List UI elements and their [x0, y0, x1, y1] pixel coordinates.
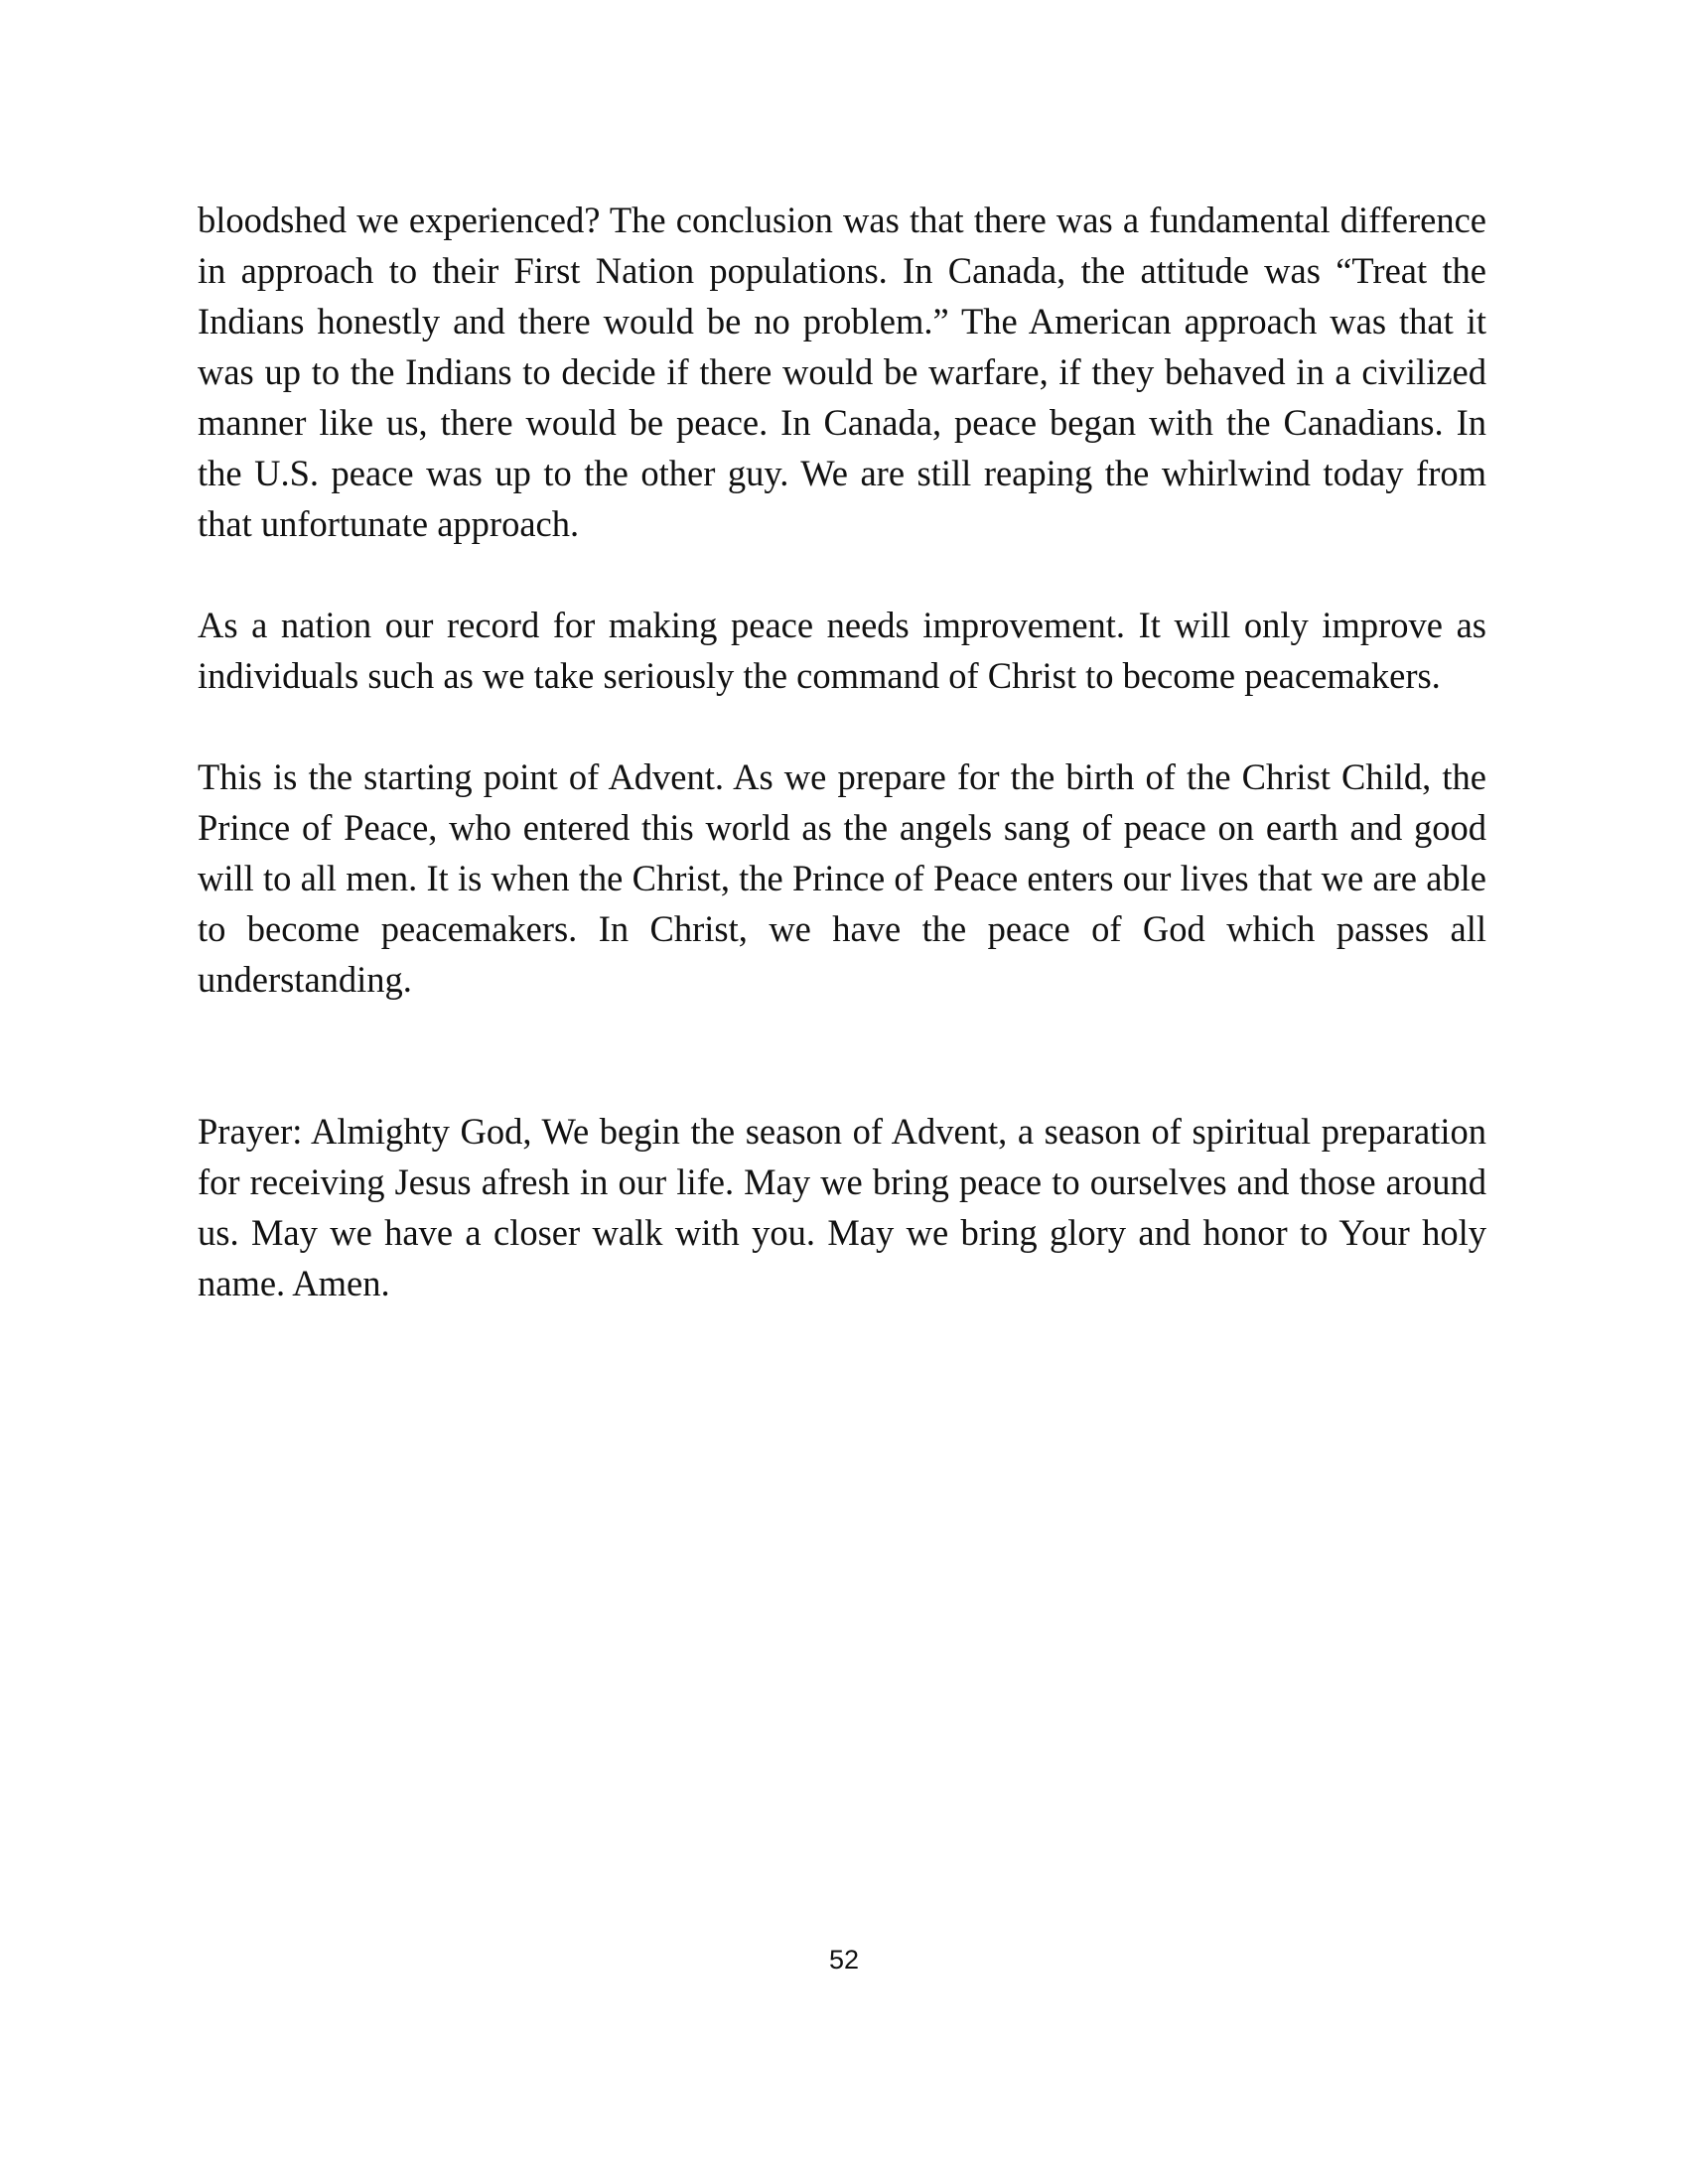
page-number: 52 [828, 1945, 860, 1975]
body-text [198, 195, 1486, 1308]
paragraph-bloodshed: bloodshed we experienced? The conclusion was that there was a fundamental difference in approach to their First Nation populations. In Canada, the attitude was “Treat the Indians honestly and there would be no problem.” The American approach was that it was up to the Indians to decide if there would be warfare, if they behaved in a civilized manner like us, there would be peace. In Canada, peace began with the Canadians. In the U.S. peace was up to the other guy. We are still reaping the whirlwind today from that unfortunate approach. [198, 200, 1486, 544]
paragraph-nation-record: As a nation our record for making peace needs improvement. It will only improve as individuals such as we take seriously the command of Christ to become peacemakers. [198, 605, 1486, 696]
paragraph-prayer: Prayer: Almighty God, We begin the season of Advent, a season of spiritual preparation for receiving Jesus afresh in our life. May we bring peace to ourselves and those around us. May we have a closer walk with you. May we bring glory and honor to Your holy name. Amen. [198, 1111, 1486, 1303]
paragraph-advent: This is the starting point of Advent. As we prepare for the birth of the Christ Child, the Prince of Peace, who entered this world as the angels sang of peace on earth and good will to all men. It is when the Christ, the Prince of Peace enters our lives that we are able to become peacemakers. In Christ, we have the peace of God which passes all understanding. [198, 756, 1486, 1000]
